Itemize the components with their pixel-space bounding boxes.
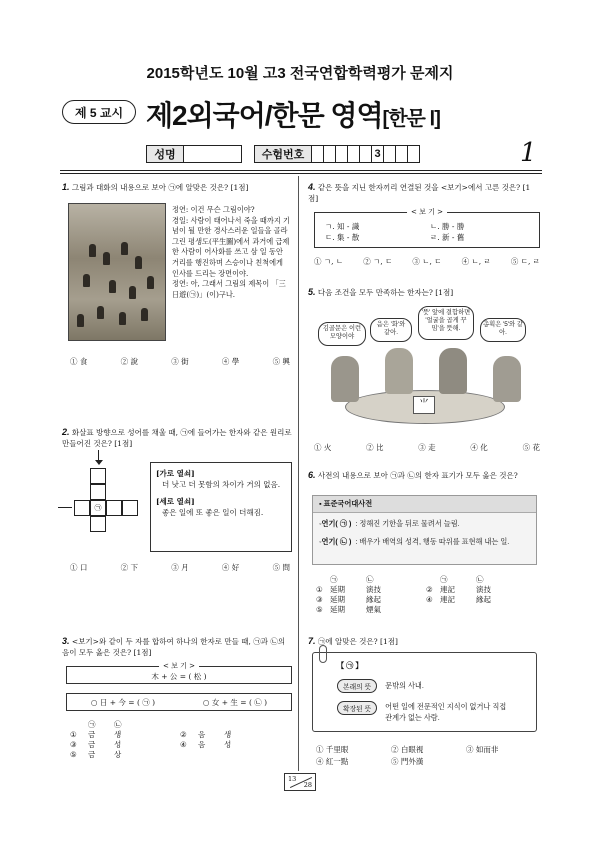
option[interactable]: ④ 化: [470, 443, 488, 452]
q1-options: [70, 356, 290, 368]
speech-bubble: '뜻' 앞에 결합하면 '얼굴을 곱게 꾸밈'을 뜻해.: [418, 306, 474, 340]
speech-bubble: 음은 '화'와 같아.: [370, 318, 412, 342]
period-badge: 제 5 교시: [62, 100, 136, 124]
dictionary-title: ▪ 표준국어대사전: [313, 496, 536, 513]
col-header: ㉡: [476, 575, 484, 584]
memo-card: [312, 652, 537, 732]
hint-down-title: [세로 열쇠]: [156, 497, 195, 506]
hint-across-title: [가로 열쇠]: [156, 469, 195, 478]
question-text: 다음 조건을 모두 만족하는 한자는? [1점]: [317, 288, 454, 297]
exam-number-cell[interactable]: [348, 145, 360, 163]
student-figure: [439, 348, 467, 394]
genre-painting: [68, 203, 166, 341]
option[interactable]: ② ㄱ, ㄷ: [363, 257, 393, 266]
option[interactable]: ④ ㄴ, ㄹ: [461, 257, 491, 266]
question-number: 6.: [308, 470, 316, 480]
exam-number-label: 수험번호: [254, 145, 312, 163]
option[interactable]: ⑤ 금 상: [70, 750, 122, 759]
option[interactable]: ③ 月: [171, 563, 189, 572]
q3-equations: [66, 693, 292, 711]
option[interactable]: ④ 學: [221, 357, 240, 366]
option[interactable]: ⑤ 問: [272, 563, 290, 572]
option[interactable]: ③ 如而非: [466, 745, 499, 754]
col-header: ㉠: [88, 720, 96, 729]
dialogue-line: 정연: 아, 그래서 그림의 제목이 「三日遊(㉠)」(이)구나.: [172, 279, 286, 299]
col-header: ㉡: [366, 575, 374, 584]
option[interactable]: ⑤ 花: [522, 443, 540, 452]
exam-number-cell[interactable]: [408, 145, 420, 163]
q3-bogi-box: [66, 662, 292, 684]
tag-text: 어떤 일에 전문적인 지식이 없거나 직접 관계가 없는 사람.: [385, 702, 507, 722]
header-rule-thin: [60, 173, 542, 174]
question-number: 5.: [308, 287, 316, 297]
dictionary-entry: [313, 513, 536, 531]
q2-options: [70, 562, 290, 574]
q6-options: [316, 575, 538, 615]
option[interactable]: ③ 街: [171, 357, 189, 366]
bogi-example: 木 + 公 = ( 松 ): [151, 672, 207, 681]
option[interactable]: ③ 延期 緣起 ④ 連記 緣起: [316, 595, 491, 604]
option[interactable]: ⑤ ㄷ, ㄹ: [510, 257, 540, 266]
student-figure: [493, 356, 521, 402]
candidate-id-row: [146, 145, 420, 163]
option[interactable]: ① ㄱ, ㄴ: [314, 257, 344, 266]
entry-head: ◦연기( ㉡ ): [319, 537, 352, 546]
q1-dialogue: [172, 205, 292, 300]
question-7: [308, 636, 540, 647]
page-number: 1: [520, 138, 537, 168]
question-text: 화살표 방향으로 성어를 채울 때, ㉠에 들어가는 한자와 같은 원리로 만들어진 것은? [1점]: [62, 428, 292, 448]
question-6: [308, 470, 540, 481]
exam-number-cell[interactable]: [324, 145, 336, 163]
exam-number-digit: 3: [372, 145, 384, 163]
tag-label: 확장된 뜻: [337, 701, 377, 715]
hint-across: 더 낫고 더 못함의 차이가 거의 없음.: [162, 480, 281, 489]
option[interactable]: ④ 紅一點: [316, 757, 349, 766]
question-text: 사전의 내용으로 보아 ㉠과 ㉡의 한자 표기가 모두 옳은 것은?: [317, 471, 518, 480]
student-figure: [331, 356, 359, 402]
question-text: <보기>와 같이 두 자를 합하여 하나의 한자로 만들 때, ㉠과 ㉡의 음이 모두 옳은 것은? [1점]: [62, 637, 286, 657]
exam-number-cell[interactable]: [336, 145, 348, 163]
question-1: [62, 182, 294, 193]
name-label: 성명: [146, 145, 184, 163]
question-number: 4.: [308, 182, 316, 192]
entry-def: : 정해진 기한을 뒤로 물려서 늘림.: [355, 519, 460, 528]
question-4: [308, 182, 540, 204]
question-text: ㉠에 알맞은 것은? [1점]: [317, 637, 398, 646]
col-header: ㉠: [330, 575, 338, 584]
dialogue-line: 경일: 사람이 태어나서 죽을 때까지 기념이 될 만한 경사스러운 일들을 골라 그린 평생도(平生圖)에서 과거에 급제한 사람이 어사화를 쓰고 삼 일 동안 거리를 행진하며 스승이나 친척에게 인사를 드리는 장면이야.: [172, 215, 290, 278]
tag-text: 문밖의 사내.: [385, 681, 424, 690]
option[interactable]: ② 下: [120, 563, 139, 572]
glyph-card: ⺌: [413, 396, 435, 414]
q3-options: [70, 720, 290, 760]
question-2: [62, 427, 294, 449]
section-title-main: 제2외국어/한문 영역: [146, 100, 383, 131]
option[interactable]: ② 白眼視: [391, 745, 424, 754]
option[interactable]: ⑤ 門外漢: [391, 757, 424, 766]
tag-label: 본래의 뜻: [337, 679, 377, 693]
option[interactable]: ⑤ 延期 煙氣: [316, 605, 381, 614]
question-3: [62, 636, 294, 658]
bogi-title: < 보 기 >: [407, 207, 447, 218]
target-cell: ㉠: [90, 500, 106, 516]
col-header: ㉡: [114, 720, 122, 729]
speech-bubble: 총획은 '5'와 같아.: [480, 318, 526, 342]
option[interactable]: ① 千里眼: [316, 745, 349, 754]
section-title-sub: [한문 Ⅰ]: [382, 108, 440, 130]
option[interactable]: ② 比: [366, 443, 384, 452]
bogi-item: ㄹ. 新 - 舊: [430, 233, 465, 242]
equation: ○ 日 + 今 = ( ㉠ ): [90, 697, 156, 707]
q7-options: [316, 744, 538, 768]
dictionary-box: [312, 495, 537, 565]
option[interactable]: ④ 好: [221, 563, 240, 572]
speech-bubble: 김골문은 이런 모양이야: [318, 322, 366, 346]
option[interactable]: ③ 走: [418, 443, 436, 452]
question-text: 같은 뜻을 지닌 한자끼리 연결된 것을 <보기>에서 고른 것은? [1점]: [308, 183, 531, 203]
name-field[interactable]: [184, 145, 242, 163]
footer-total: 28: [303, 781, 312, 789]
exam-number-cell[interactable]: [396, 145, 408, 163]
column-divider: [298, 176, 299, 771]
option[interactable]: ③ 금 성 ④ 음 성: [70, 740, 232, 749]
col-header: ㉠: [440, 575, 448, 584]
dictionary-entry: [313, 531, 536, 549]
option[interactable]: ⑤ 興: [272, 357, 290, 366]
crossword-hints: [150, 462, 292, 552]
option[interactable]: ③ ㄴ, ㄷ: [412, 257, 442, 266]
q4-bogi-box: [314, 208, 540, 248]
option[interactable]: ① 食: [70, 357, 88, 366]
bogi-item: ㄷ. 集 - 散: [325, 233, 360, 242]
question-number: 2.: [62, 427, 70, 437]
crossword-grid: [70, 448, 145, 548]
entry-head: ◦연기( ㉠ ): [319, 519, 352, 528]
bogi-item: ㄴ. 勝 - 勝: [430, 222, 465, 231]
student-figure: [385, 348, 413, 394]
q5-options: [314, 442, 540, 454]
section-title: [146, 94, 440, 134]
question-text: 그림과 대화의 내용으로 보아 ㉠에 알맞은 것은? [1점]: [71, 183, 249, 192]
bogi-title: < 보 기 >: [159, 661, 199, 672]
question-number: 7.: [308, 636, 316, 646]
bogi-item: ㄱ. 知 - 識: [325, 222, 360, 231]
equation: ○ 女 + 生 = ( ㉡ ): [202, 697, 268, 707]
entry-def: : 배우가 배역의 성격, 행동 따위를 표현해 내는 일.: [355, 537, 510, 546]
question-5: [308, 287, 540, 298]
dialogue-line: 정연: 이건 무슨 그림이야?: [172, 205, 255, 214]
q4-options: [314, 256, 540, 268]
memo-bracket: 【 ㉠ 】: [337, 661, 363, 670]
question-number: 1.: [62, 182, 70, 192]
option[interactable]: ① 금 생 ② 음 생: [70, 730, 232, 739]
option[interactable]: ① 口: [70, 563, 88, 572]
question-number: 3.: [62, 636, 70, 646]
hint-down: 좋은 일에 또 좋은 일이 더해짐.: [162, 508, 264, 517]
paperclip-icon: [319, 645, 327, 663]
exam-number-cell[interactable]: [360, 145, 372, 163]
option[interactable]: ① 火: [314, 443, 332, 452]
page-footer: [284, 773, 316, 791]
exam-number-cell[interactable]: [384, 145, 396, 163]
exam-header-title: 2015학년도 10월 고3 전국연합학력평가 문제지: [146, 65, 454, 82]
header-rule: [60, 170, 542, 171]
option[interactable]: ② 說: [120, 357, 139, 366]
exam-number-cell[interactable]: [312, 145, 324, 163]
footer-page: 13: [288, 775, 297, 783]
option[interactable]: ① 延期 演技 ② 連記 演技: [316, 585, 491, 594]
